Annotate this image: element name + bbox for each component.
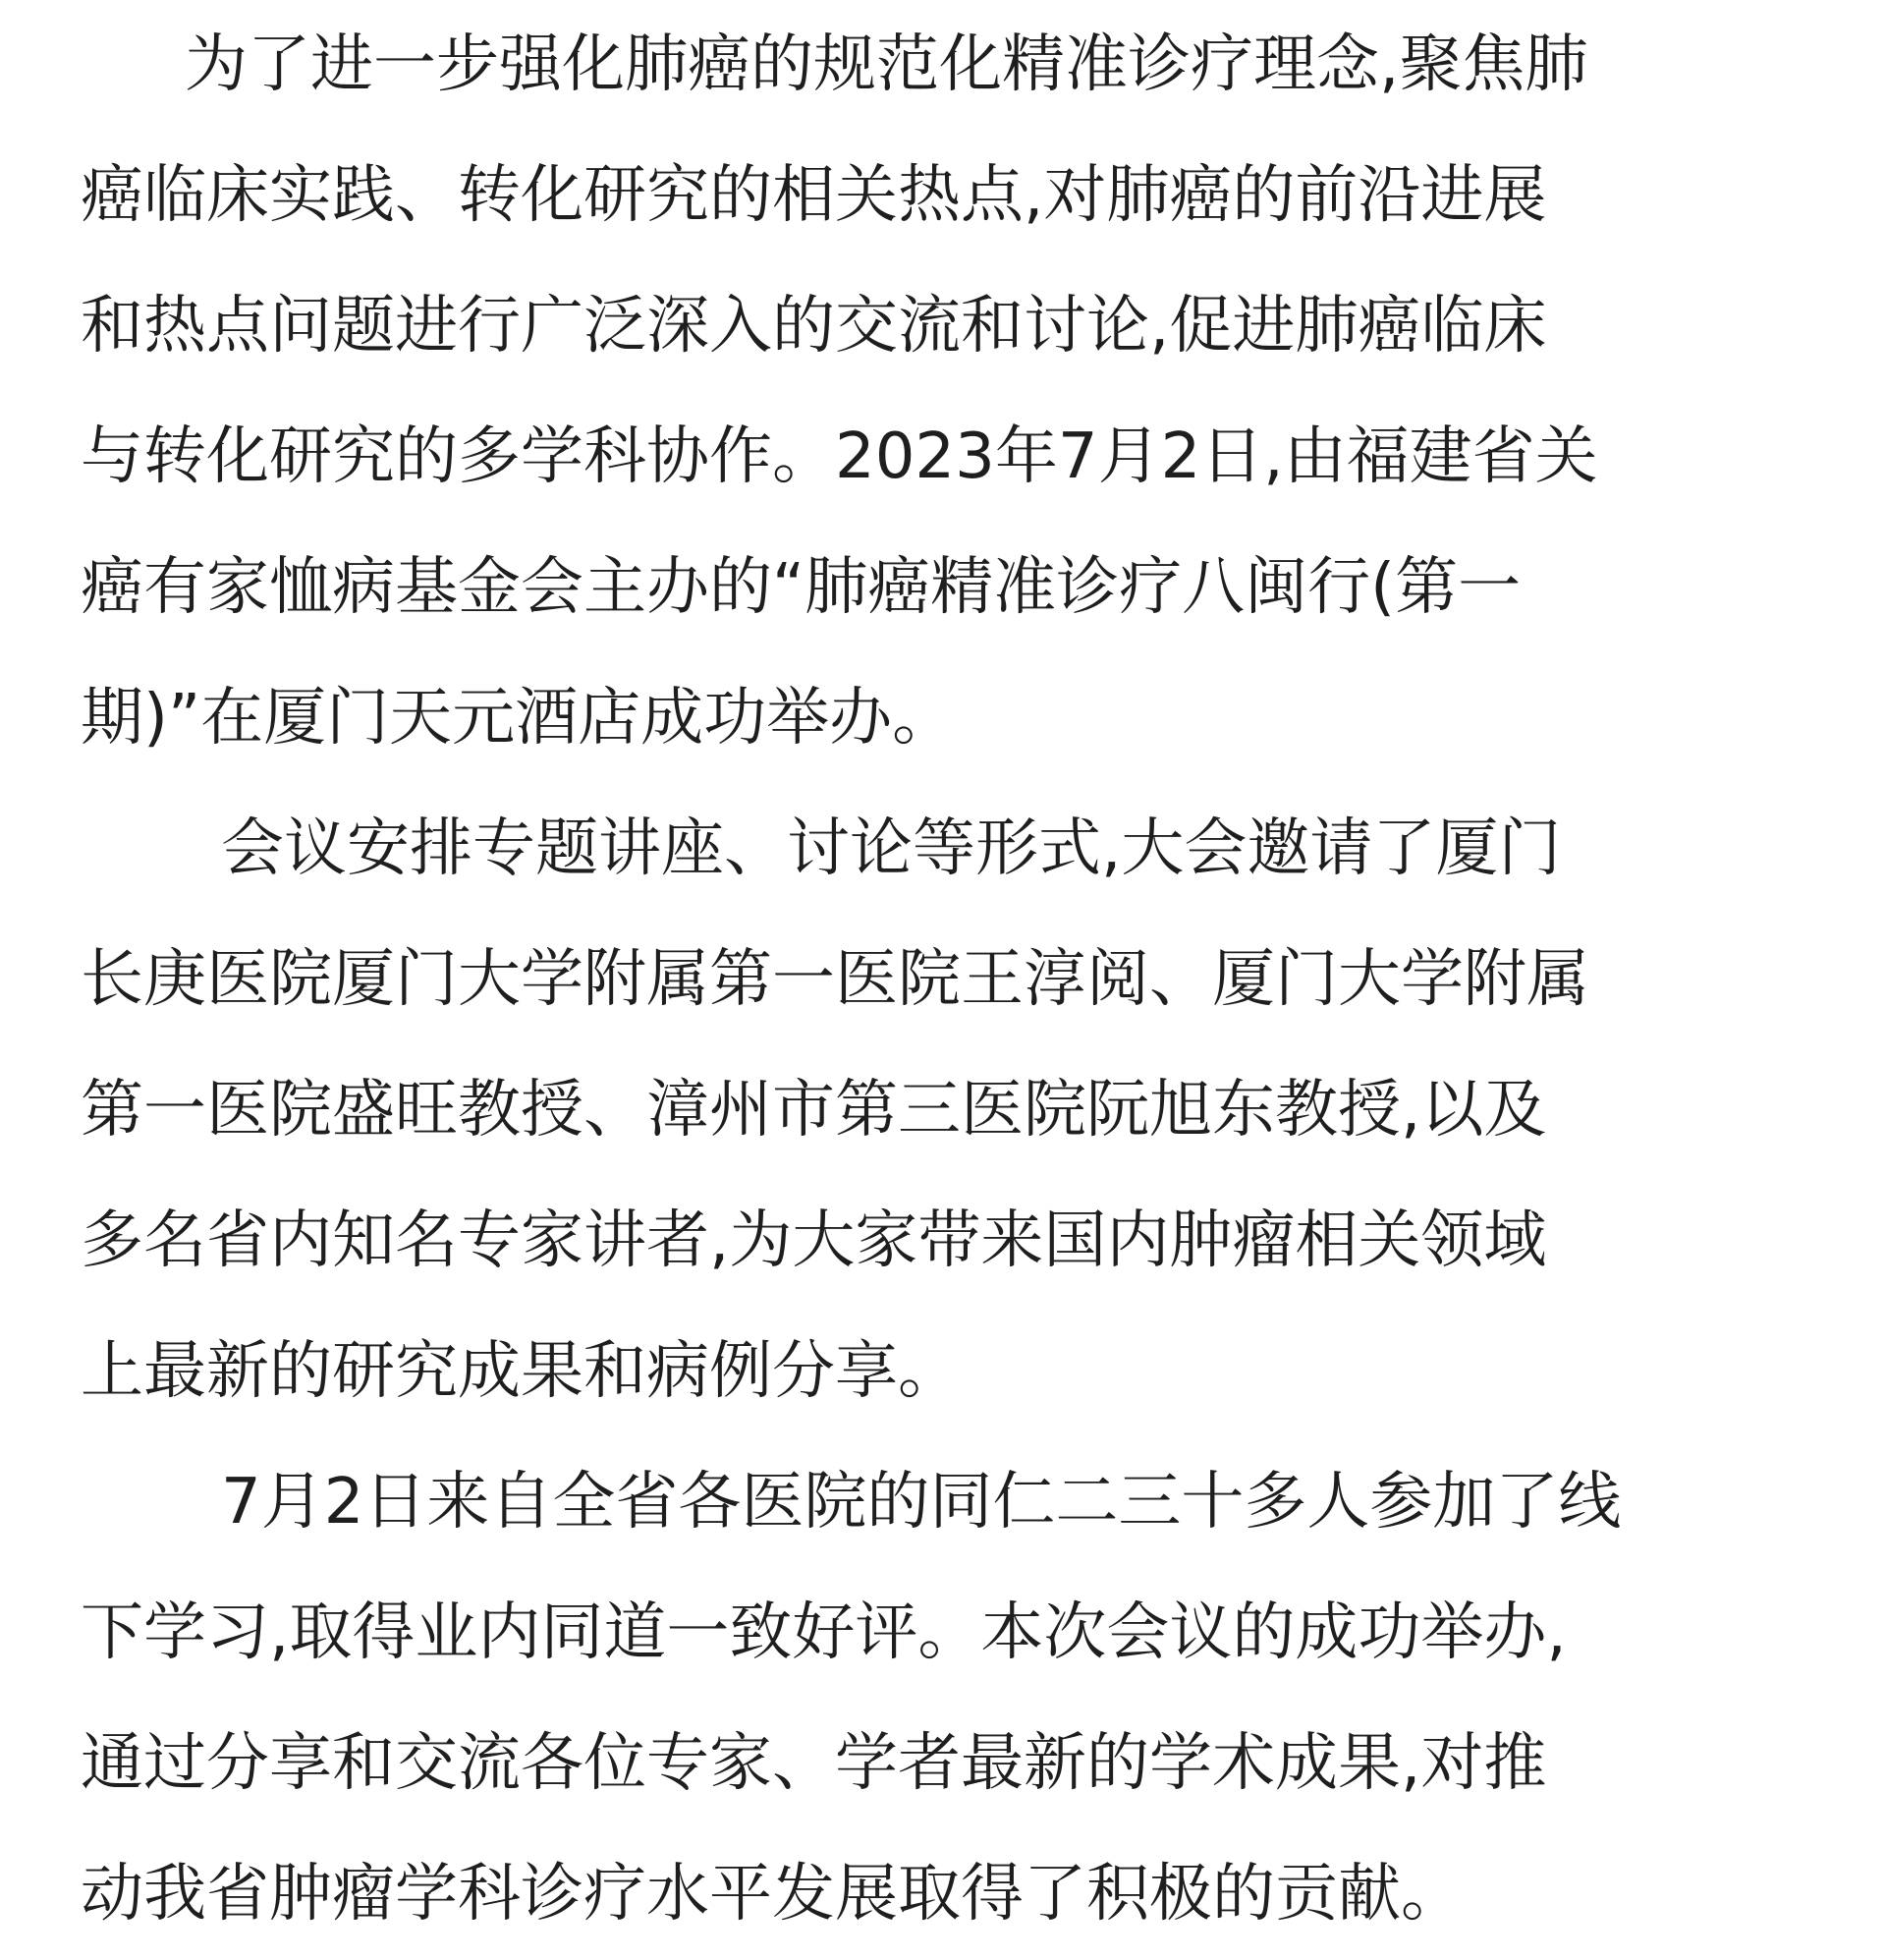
text-line: 第一医院盛旺教授、漳州市第三医院阮旭东教授,以及 xyxy=(81,1074,1547,1147)
text-line: 下学习,取得业内同道一致好评。本次会议的成功举办, xyxy=(81,1596,1567,1669)
text-line: 7月2日来自全省各医院的同仁二三十多人参加了线 xyxy=(221,1466,1622,1539)
paragraph-3 xyxy=(81,1437,1809,1960)
article-body xyxy=(81,0,1809,1960)
paragraph-2 xyxy=(81,784,1809,1437)
text-line: 为了进一步强化肺癌的规范化精准诊疗理念,聚焦肺 xyxy=(185,28,1588,101)
text-line: 上最新的研究成果和病例分享。 xyxy=(81,1335,961,1408)
text-line: 多名省内知名专家讲者,为大家带来国内肿瘤相关领域 xyxy=(81,1204,1547,1277)
text-line: 癌有家恤病基金会主办的“肺癌精准诊疗八闽行(第一 xyxy=(81,551,1522,624)
text-line: 通过分享和交流各位专家、学者最新的学术成果,对推 xyxy=(81,1727,1547,1800)
paragraph-1 xyxy=(81,0,1809,784)
text-line: 期)”在厦门天元酒店成功举办。 xyxy=(81,682,956,755)
text-line: 动我省肿瘤学科诊疗水平发展取得了积极的贡献。 xyxy=(81,1858,1464,1931)
text-line: 和热点问题进行广泛深入的交流和讨论,促进肺癌临床 xyxy=(81,290,1547,363)
text-line: 与转化研究的多学科协作。2023年7月2日,由福建省关 xyxy=(81,420,1598,493)
text-line: 癌临床实践、转化研究的相关热点,对肺癌的前沿进展 xyxy=(81,159,1547,232)
text-line: 长庚医院厦门大学附属第一医院王淳阅、厦门大学附属 xyxy=(81,943,1589,1016)
text-line: 会议安排专题讲座、讨论等形式,大会邀请了厦门 xyxy=(221,812,1562,885)
